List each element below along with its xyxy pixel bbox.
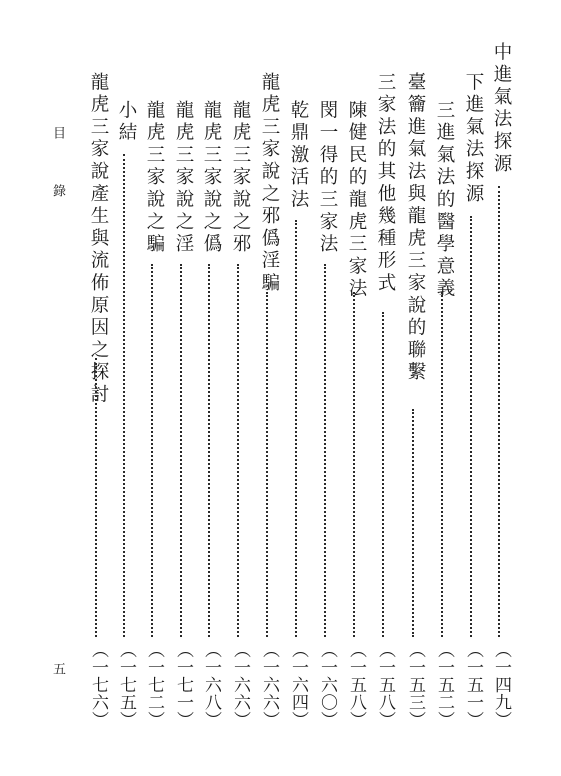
dot-leader: [151, 264, 157, 637]
dot-leader: [382, 312, 388, 637]
toc-entry-page: （一七一）: [173, 641, 193, 729]
toc-entry: [229, 0, 251, 776]
toc-entry-title: 閔一得的三家法: [317, 100, 338, 257]
toc-entry-title: 龍虎三家說之淫: [173, 100, 194, 257]
toc-entry-title: 乾鼎激活法: [288, 100, 309, 212]
toc-entry: [143, 0, 165, 776]
toc-entry-page: （一七六）: [88, 641, 108, 729]
toc-entry: [433, 0, 455, 776]
toc-entry-title: 中進氣法探源: [491, 42, 512, 176]
toc-entry-page: （一五八）: [346, 641, 366, 729]
toc-entry: [374, 0, 396, 776]
dot-leader: [95, 358, 101, 637]
toc-entry-title: 龍虎三家說產生與流佈原因之探討: [88, 72, 109, 407]
toc-entry-title: 龍虎三家說之僞: [201, 100, 222, 257]
toc-entry-page: （一五三）: [405, 641, 425, 729]
toc-entry: [404, 0, 426, 776]
toc-entry: [200, 0, 222, 776]
dot-leader: [266, 292, 272, 637]
toc-entry-page: （一六四）: [288, 641, 308, 729]
toc-entry: [115, 0, 137, 776]
dot-leader: [180, 264, 186, 637]
toc-entry-title: 三進氣法的醫學意義: [434, 100, 455, 301]
dot-leader: [324, 264, 330, 637]
toc-entry-title: 龍虎三家說之邪僞淫騙: [259, 72, 280, 295]
toc-entry-page: （一六〇）: [317, 641, 337, 729]
toc-entry-title: 龍虎三家說之邪: [230, 100, 251, 257]
dot-leader: [498, 186, 504, 637]
dot-leader: [353, 292, 359, 637]
toc-entry: [87, 0, 109, 776]
dot-leader: [208, 264, 214, 637]
toc-entry-page: （一五二）: [434, 641, 454, 729]
dot-leader: [412, 409, 418, 637]
dot-leader: [295, 220, 301, 637]
toc-entry: [462, 0, 484, 776]
page-number: 五: [50, 662, 65, 675]
dot-leader: [237, 264, 243, 637]
toc-entry: [345, 0, 367, 776]
toc-entry-page: （一五一）: [463, 641, 483, 729]
toc-entry-title: 小結: [116, 100, 137, 145]
toc-entry: [287, 0, 309, 776]
dot-leader: [441, 292, 447, 637]
dot-leader: [470, 216, 476, 637]
toc-entry-page: （一四九）: [491, 641, 511, 729]
toc-entry-title: 下進氣法探源: [463, 72, 484, 206]
toc-entry-page: （一七五）: [116, 641, 136, 729]
toc-entry-page: （一五八）: [375, 641, 395, 729]
toc-entry-page: （一六八）: [201, 641, 221, 729]
toc-entry: [258, 0, 280, 776]
toc-entry-title: 臺籥進氣法與龍虎三家說的聯繫: [405, 72, 426, 385]
dot-leader: [123, 154, 129, 637]
toc-entry-title: 三家法的其他幾種形式: [375, 72, 396, 295]
toc-entry-title: 龍虎三家說之騙: [144, 100, 165, 257]
toc-entry: [490, 0, 512, 776]
toc-entry-page: （一六六）: [230, 641, 250, 729]
toc-entry-title: 陳健民的龍虎三家法: [346, 100, 367, 301]
toc-entry-page: （一六六）: [259, 641, 279, 729]
toc-entry: [172, 0, 194, 776]
toc-entry-page: （一七二）: [144, 641, 164, 729]
running-head: 目 錄: [50, 126, 65, 213]
toc-entry: [316, 0, 338, 776]
